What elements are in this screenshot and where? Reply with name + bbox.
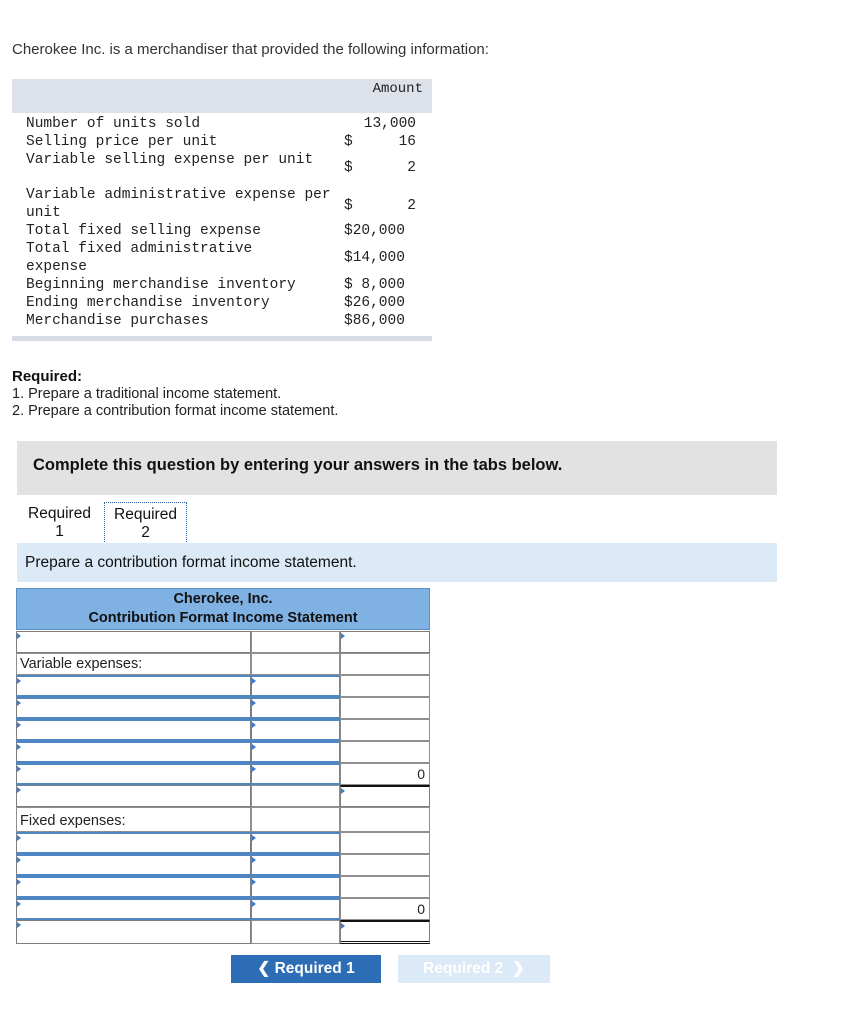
row-label-fixed-admin: Total fixed administrative expense (26, 241, 253, 275)
row-label-fixed-selling: Total fixed selling expense (26, 223, 261, 239)
statement-amount-cell (251, 653, 340, 675)
fixed-expense-amount-input[interactable] (251, 854, 340, 876)
tab-required-2[interactable] (104, 502, 187, 542)
contribution-margin-input[interactable] (340, 785, 430, 807)
statement-total-cell (340, 653, 430, 675)
statement-amount-cell (251, 920, 340, 944)
variable-expense-amount-input[interactable] (251, 675, 340, 697)
fixed-expense-amount-input[interactable] (251, 832, 340, 854)
fixed-expense-label-input[interactable] (16, 876, 251, 898)
row-label-units-sold: Number of units sold (26, 116, 201, 132)
total-variable-label-input[interactable] (16, 763, 251, 785)
row-label-var-admin: Variable administrative expense per unit (26, 187, 331, 221)
tab-2-line1: Required (114, 506, 177, 523)
fixed-total-value: 0 (417, 901, 425, 917)
variable-expense-amount-input[interactable] (251, 719, 340, 741)
statement-total-cell (340, 719, 430, 741)
row-label-selling-price: Selling price per unit (26, 134, 218, 150)
row-label-var-selling: Variable selling expense per unit (26, 152, 314, 168)
statement-total-cell (340, 832, 430, 854)
amount-header: Amount (372, 81, 423, 97)
variable-expense-amount-input[interactable] (251, 697, 340, 719)
statement-total-cell (340, 675, 430, 697)
variable-total-value: 0 (417, 766, 425, 782)
required-title: Required: (12, 368, 83, 385)
fixed-expense-label-input[interactable] (16, 832, 251, 854)
fixed-expenses-label: Fixed expenses: (16, 807, 251, 832)
variable-expense-label-input[interactable] (16, 697, 251, 719)
prev-required-button[interactable] (231, 955, 381, 983)
instructions-banner (17, 441, 777, 495)
tab-required-1[interactable] (19, 502, 100, 545)
variable-expense-label-input[interactable] (16, 719, 251, 741)
variable-expense-label-input[interactable] (16, 741, 251, 763)
next-button-label: Required 2 (423, 960, 504, 977)
total-fixed-label-input[interactable] (16, 898, 251, 920)
total-variable-amount-input[interactable] (251, 763, 340, 785)
statement-total-cell (340, 807, 430, 832)
intro-text: Cherokee Inc. is a merchandiser that provided the following information: (12, 41, 489, 58)
statement-amount-cell (251, 807, 340, 832)
statement-amount-cell (251, 631, 340, 653)
fixed-expense-amount-input[interactable] (251, 876, 340, 898)
variable-total-cell (340, 763, 430, 785)
statement-label-input[interactable] (16, 631, 251, 653)
tab-instruction-bar (17, 543, 777, 582)
tab-2-line2: 2 (141, 524, 150, 541)
statement-total-cell (340, 876, 430, 898)
variable-expense-amount-input[interactable] (251, 741, 340, 763)
variable-expenses-label: Variable expenses: (16, 653, 251, 675)
row-label-purchases: Merchandise purchases (26, 313, 209, 329)
statement-company: Cherokee, Inc. (173, 591, 273, 607)
statement-total-cell (340, 741, 430, 763)
statement-title: Contribution Format Income Statement (88, 610, 358, 626)
tab-1-line2: 1 (55, 523, 64, 540)
net-operating-income-label-input[interactable] (16, 920, 251, 944)
net-operating-income-input[interactable] (340, 920, 430, 944)
statement-total-input[interactable] (340, 631, 430, 653)
row-label-beg-inventory: Beginning merchandise inventory (26, 277, 296, 293)
statement-total-cell (340, 697, 430, 719)
fixed-expense-label-input[interactable] (16, 854, 251, 876)
fixed-total-cell (340, 898, 430, 920)
chevron-right-icon: ❯ (503, 960, 525, 977)
tab-1-line1: Required (28, 505, 91, 522)
prev-button-label: Required 1 (274, 960, 355, 977)
statement-header (16, 588, 430, 630)
required-item-2: 2. Prepare a contribution format income statement. (12, 403, 339, 419)
data-table-header (12, 79, 432, 113)
total-fixed-amount-input[interactable] (251, 898, 340, 920)
contribution-margin-label-input[interactable] (16, 785, 251, 807)
tab-instruction-text: Prepare a contribution format income statement. (25, 554, 357, 571)
next-required-button[interactable] (398, 955, 550, 983)
statement-amount-cell (251, 785, 340, 807)
data-table-bottom-rule (12, 336, 432, 341)
statement-total-cell (340, 854, 430, 876)
banner-text: Complete this question by entering your answers in the tabs below. (33, 456, 563, 474)
chevron-left-icon: ❮ (257, 960, 275, 977)
required-item-1: 1. Prepare a traditional income statement. (12, 386, 282, 402)
row-label-end-inventory: Ending merchandise inventory (26, 295, 270, 311)
variable-expense-label-input[interactable] (16, 675, 251, 697)
